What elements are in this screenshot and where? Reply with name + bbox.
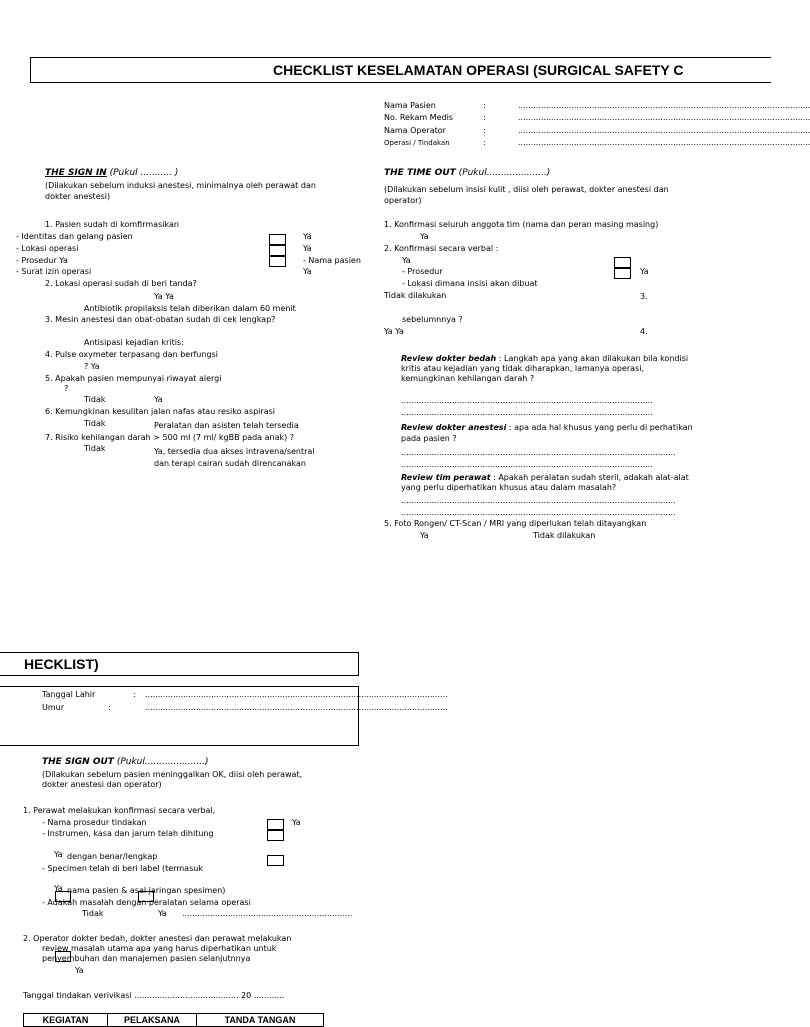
ya-label: Ya [303, 267, 312, 276]
field-dots[interactable]: ................................................................................................................... [518, 113, 810, 122]
field-label: No. Rekam Medis [384, 113, 453, 122]
lokasi-label: - Lokasi dimana insisi akan dibuat [402, 279, 538, 288]
sebelumnya-text: sebelumnnya ? [402, 315, 463, 324]
checkbox[interactable] [267, 819, 284, 830]
ya-tersedia-text: Ya, tersedia dua akses intravena/sentral [154, 447, 315, 456]
table-header: KEGIATAN [24, 1014, 108, 1027]
review-perawat-text: : Apakah peralatan sudah steril, adakah alat-alat [493, 473, 689, 482]
field-dots[interactable]: ................................................................................................................... [518, 101, 810, 110]
sign-in-sub: - Surat izin operasi [16, 267, 92, 276]
sign-out-item-2: 2. Operator dokter bedah, dokter anestesi dan perawat melakukan [23, 934, 292, 943]
peralatan-text: Peralatan dan asisten telah tersedia [154, 421, 299, 430]
review-bedah-text: kritis atau kejadian yang tidak diharapkan, lamanya operasi, [401, 364, 645, 373]
ya-label: ? Ya [84, 362, 100, 371]
sign-out-item-1: 1. Perawat melakukan konfirmasi secara verbal, [23, 806, 216, 815]
review-anestesi-text: pada pasien ? [401, 434, 457, 443]
checkbox[interactable] [614, 268, 631, 279]
review-bedah [401, 354, 688, 364]
prosedur-label: - Prosedur [402, 267, 443, 276]
antisipasi-text: Antisipasi kejadian kritis: [84, 338, 184, 347]
answer-dots[interactable]: ................................................................................................... [401, 396, 653, 405]
sign-out-item-2: review masalah utama apa yang harus diperhatikan untuk [42, 944, 277, 953]
sign-out-sub: - Instrumen, kasa dan jarum telah dihitung [42, 829, 214, 838]
answer-dots[interactable]: ............................................................................................................ [401, 448, 676, 457]
field-sep: : [133, 690, 136, 699]
field-dots[interactable]: ....................................................................................................................... [145, 690, 448, 699]
sign-out-sub: - Specimen telah di beri label (termasuk [42, 864, 203, 873]
review-bedah-label: Review dokter bedah [401, 354, 497, 363]
review-bedah-text: kemungkinan kehilangan darah ? [401, 374, 535, 383]
review-anestesi-label: Review dokter anestesi [401, 423, 507, 432]
checkbox[interactable] [267, 855, 284, 866]
checkbox[interactable] [267, 830, 284, 841]
sign-in-header [45, 168, 178, 179]
ya-label: Ya [154, 395, 163, 404]
sign-in-desc: dokter anestesi) [45, 192, 111, 201]
field-dots[interactable]: ....................................................................................................................... [145, 703, 448, 712]
time-out-pukul: (Pukul.....................) [458, 168, 551, 178]
sign-in-desc: (Dilakukan sebelum induksi anestesi, minimalnya oleh perawat dan [45, 181, 316, 190]
field-label: Tanggal Lahir [42, 690, 96, 699]
review-perawat-label: Review tim perawat [401, 473, 491, 482]
ya-label: Ya [75, 966, 84, 975]
time-out-desc: operator) [384, 196, 422, 205]
terapi-text: dan terapi cairan sudah direncanakan [154, 459, 306, 468]
review-perawat-text: yang perlu diperhatikan khusus atau dalam masalah? [401, 483, 617, 492]
field-sep: : [483, 101, 486, 110]
sign-out-heading: THE SIGN OUT [42, 757, 114, 767]
signature-table [23, 1013, 324, 1027]
nama-pasien-label: - Nama pasien [303, 256, 361, 265]
answer-dots[interactable]: ................................................................................................... [401, 460, 653, 469]
page-title: CHECKLIST KESELAMATAN OPERASI (SURGICAL SAFETY C [273, 62, 684, 78]
checkbox[interactable] [269, 234, 286, 245]
answer-dots[interactable]: ............................................................................................................ [401, 496, 676, 505]
sign-in-heading: THE SIGN IN [45, 168, 107, 178]
ya-label: Ya [54, 850, 63, 859]
field-dots[interactable]: ................................................................................................................... [518, 126, 810, 135]
field-label: Operasi / Tindakan [384, 139, 450, 147]
review-anestesi-text: : apa ada hal khusus yang perlu di perhatikan [508, 423, 693, 432]
tidak-label: Tidak [84, 444, 106, 453]
checkbox[interactable] [55, 951, 71, 962]
field-label: Nama Pasien [384, 101, 436, 110]
table-header: TANDA TANGAN [197, 1014, 324, 1027]
ya-label: Ya [402, 256, 411, 265]
antibiotik-text: Antibiotik propilaksis telah diberikan dalam 60 menit [84, 304, 296, 313]
field-dots[interactable]: ................................................................................................................... [518, 138, 810, 147]
sign-in-item-2: 2. Lokasi operasi sudah di beri tanda? [45, 279, 197, 288]
field-label: Nama Operator [384, 126, 446, 135]
dengan-text: dengan benar/lengkap [67, 852, 158, 861]
tidak-label: Tidak [84, 419, 106, 428]
time-out-item-2: 2. Konfirmasi secara verbal : [384, 244, 499, 253]
field-sep: : [483, 138, 486, 147]
ya-label: Ya [420, 531, 429, 540]
tidak-label: Tidak [82, 909, 104, 918]
answer-dots[interactable]: ................................................................... [182, 909, 353, 918]
ya-label: Ya [158, 909, 167, 918]
sign-out-sub: - Adakah masalah dengan peralatan selama operasi [42, 898, 251, 907]
answer-dots[interactable]: ............................................................................................................ [401, 508, 676, 517]
ya-label: Ya [303, 232, 312, 241]
ya-label: Ya [420, 232, 429, 241]
tidak-dilakukan-label: Tidak dilakukan [384, 291, 447, 300]
sign-in-sub: - Lokasi operasi [16, 244, 79, 253]
field-sep: : [108, 703, 111, 712]
sign-out-sub: - Nama prosedur tindakan [42, 818, 147, 827]
ya-ya-label: Ya Ya [384, 327, 404, 336]
tidak-label: Tidak [84, 395, 106, 404]
table-header: PELAKSANA [108, 1014, 197, 1027]
tidak-dilakukan-label: Tidak dilakukan [533, 531, 596, 540]
sign-in-item-6: 6. Kemungkinan kesulitan jalan nafas atau resiko aspirasi [45, 407, 275, 416]
answer-dots[interactable]: ................................................................................................... [401, 408, 653, 417]
ya-label: Ya [54, 884, 63, 893]
sign-in-item-5: 5. Apakah pasien mempunyai riwayat alergi [45, 374, 222, 383]
field-sep: : [483, 113, 486, 122]
field-label: Umur [42, 703, 65, 712]
sign-out-item-2: penyembuhan dan manajemen pasien selanjutnnya [42, 954, 251, 963]
time-out-item-1: 1. Konfirmasi seluruh anggota tim (nama dan peran masing masing) [384, 220, 659, 229]
sign-out-header [42, 757, 208, 768]
question-mark: ? [64, 384, 69, 393]
sign-out-pukul: (Pukul.....................) [116, 757, 209, 767]
ya-label: Ya [640, 267, 649, 276]
checkbox[interactable] [269, 245, 286, 256]
sign-in-item-1: 1. Pasien sudah di komfirmasikan [45, 220, 179, 229]
review-bedah-text: : Langkah apa yang akan dilakukan bila kondisi [498, 354, 689, 363]
verifikasi-text: Tanggal tindakan verivikasi ......................................... 20 ............ [23, 991, 285, 1000]
table-row [24, 1014, 324, 1027]
checkbox[interactable] [269, 256, 286, 267]
time-out-desc: (Dilakukan sebelum insisi kulit , diisi oleh perawat, dokter anestesi dan [384, 185, 669, 194]
review-perawat [401, 473, 689, 483]
time-out-header [384, 168, 550, 179]
ya-label: Ya [292, 818, 301, 827]
sign-in-item-7: 7. Risiko kehilangan darah > 500 ml (7 ml/ kgBB pada anak) ? [45, 433, 295, 442]
ya-label: Ya [303, 244, 312, 253]
number-3: 3. [640, 292, 648, 301]
sign-in-sub: - Prosedur Ya [16, 256, 68, 265]
time-out-item-5: 5. Foto Rongen/ CT-Scan / MRI yang diperlukan telah ditayangkan [384, 519, 647, 528]
sign-in-sub: - Identitas dan gelang pasien [16, 232, 133, 241]
field-sep: : [483, 126, 486, 135]
sign-in-pukul: (Pukul ........... ) [109, 168, 179, 178]
ya-ya-label: Ya Ya [154, 292, 174, 301]
page-title-continued: HECKLIST) [24, 656, 99, 672]
sign-in-item-4: 4. Pulse oxymeter terpasang dan berfungsi [45, 350, 218, 359]
sign-out-desc: (Dilakukan sebelum pasien meninggalkan OK, diisi oleh perawat, [42, 770, 303, 779]
sign-out-desc: dokter anestesi dan operator) [42, 780, 162, 789]
sign-in-item-3: 3. Mesin anestesi dan obat-obatan sudah di cek lengkap? [45, 315, 276, 324]
time-out-heading: THE TIME OUT [384, 168, 456, 178]
checkbox[interactable] [614, 257, 631, 268]
nama-jaringan-text: nama pasien & asal jaringan spesimen) [67, 886, 226, 895]
review-anestesi [401, 423, 693, 433]
number-4: 4. [640, 327, 648, 336]
